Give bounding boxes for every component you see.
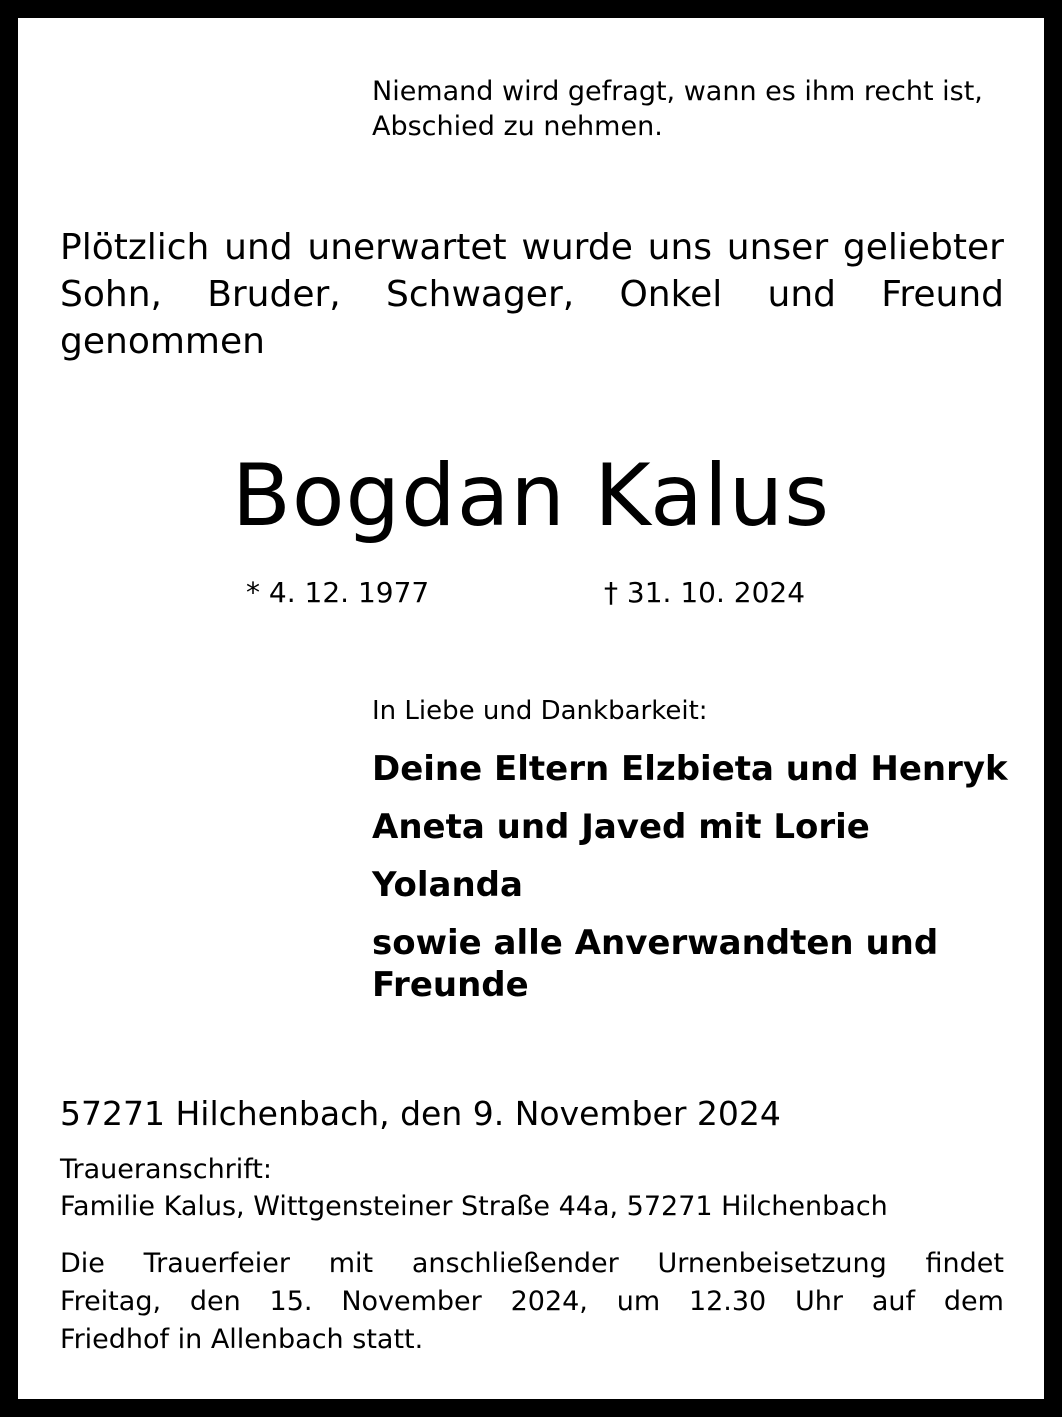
intro-word: unser bbox=[726, 227, 829, 268]
intro-word: Freund bbox=[881, 274, 1004, 315]
intro-line-3: genommen bbox=[60, 321, 265, 362]
intro-word: wurde bbox=[521, 227, 633, 268]
address-value: Familie Kalus, Wittgensteiner Straße 44a, 57271 Hilchenbach bbox=[60, 1191, 888, 1222]
ceremony-line-3: Friedhof in Allenbach statt. bbox=[60, 1324, 424, 1355]
signers-list bbox=[372, 748, 1012, 1006]
signer-relatives: sowie alle Anverwandten und Freunde bbox=[372, 923, 939, 1005]
ceremony-line-2 bbox=[60, 1283, 1004, 1321]
motto-line-1: Niemand wird gefragt, wann es ihm recht ist, bbox=[372, 76, 983, 107]
ceremony-word: den bbox=[189, 1286, 241, 1317]
ceremony-word: anschließender bbox=[411, 1248, 619, 1279]
intro-word: Schwager, bbox=[385, 274, 575, 315]
address-label: Traueranschrift: bbox=[60, 1154, 272, 1185]
death-date: † 31. 10. 2024 bbox=[604, 576, 806, 609]
dedication-text: In Liebe und Dankbarkeit: bbox=[372, 696, 708, 726]
intro-word: uns bbox=[647, 227, 713, 268]
ceremony-text bbox=[60, 1245, 1004, 1359]
intro-word: Sohn, bbox=[60, 274, 162, 315]
intro-word: Onkel bbox=[619, 274, 723, 315]
signer-parents: Deine Eltern Elzbieta und Henryk bbox=[372, 749, 1008, 789]
place-date: 57271 Hilchenbach, den 9. November 2024 bbox=[60, 1094, 781, 1133]
ceremony-word: findet bbox=[925, 1248, 1004, 1279]
motto-line-2: Abschied zu nehmen. bbox=[372, 111, 663, 142]
ceremony-line-1 bbox=[60, 1245, 1004, 1283]
signer-sibling: Yolanda bbox=[372, 865, 523, 905]
ceremony-word: mit bbox=[328, 1248, 374, 1279]
ceremony-word: November bbox=[341, 1286, 482, 1317]
intro-word: unerwartet bbox=[307, 227, 507, 268]
intro-word: Plötzlich bbox=[60, 227, 210, 268]
intro-line-2 bbox=[60, 271, 1004, 318]
intro-word: und bbox=[224, 227, 293, 268]
motto-quote bbox=[372, 74, 1012, 144]
ceremony-word: Urnenbeisetzung bbox=[657, 1248, 887, 1279]
intro-text bbox=[60, 224, 1004, 365]
intro-word: Bruder, bbox=[207, 274, 341, 315]
ceremony-word: 2024, bbox=[510, 1286, 588, 1317]
intro-word: geliebter bbox=[842, 227, 1004, 268]
ceremony-word: Uhr bbox=[795, 1286, 844, 1317]
ceremony-word: dem bbox=[943, 1286, 1004, 1317]
ceremony-word: um bbox=[616, 1286, 661, 1317]
ceremony-word: Die bbox=[60, 1248, 105, 1279]
intro-line-1 bbox=[60, 224, 1004, 271]
deceased-name: Bogdan Kalus bbox=[231, 446, 831, 546]
ceremony-word: Freitag, bbox=[60, 1286, 162, 1317]
ceremony-word: Trauerfeier bbox=[143, 1248, 290, 1279]
intro-word: und bbox=[767, 274, 837, 315]
signer-sibling-family: Aneta und Javed mit Lorie bbox=[372, 807, 870, 847]
ceremony-word: 12.30 bbox=[688, 1286, 767, 1317]
birth-date: * 4. 12. 1977 bbox=[246, 576, 430, 609]
ceremony-word: auf bbox=[871, 1286, 916, 1317]
ceremony-word: 15. bbox=[269, 1286, 313, 1317]
